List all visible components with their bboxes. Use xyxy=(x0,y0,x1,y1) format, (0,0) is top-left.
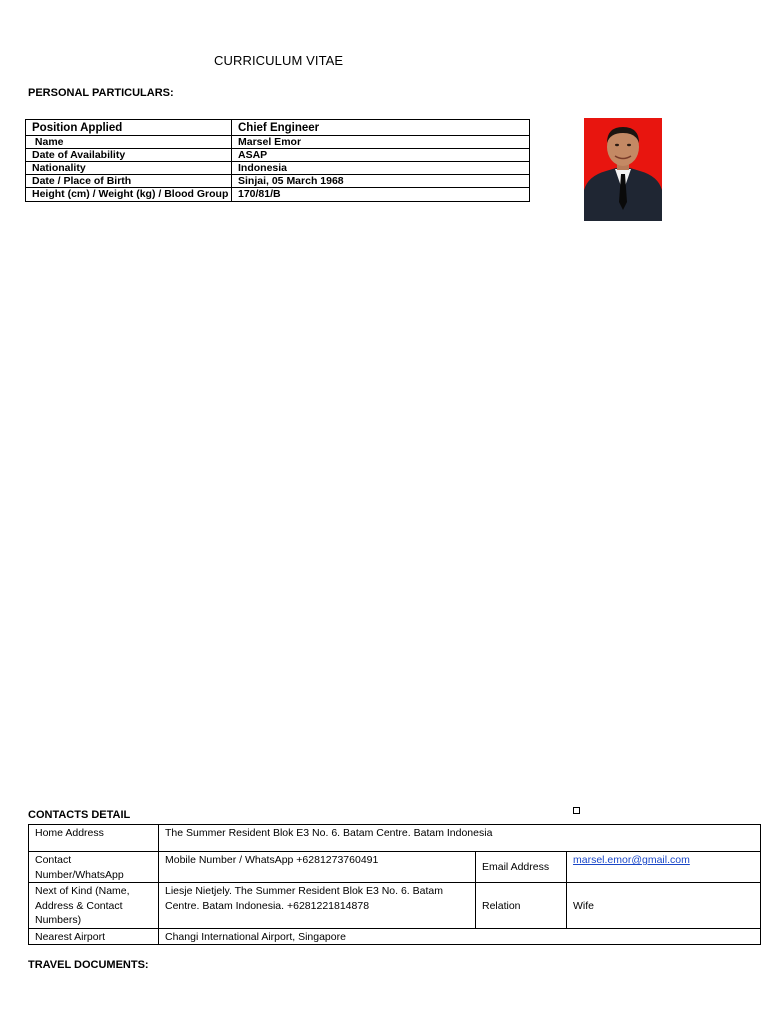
anchor-marker xyxy=(573,807,580,814)
contacts-table xyxy=(28,824,761,945)
name-value: Marsel Emor xyxy=(232,136,530,149)
profile-photo xyxy=(584,118,662,221)
position-applied-value: Chief Engineer xyxy=(232,120,530,136)
position-applied-label: Position Applied xyxy=(26,120,232,136)
availability-label: Date of Availability xyxy=(26,149,232,162)
table-row xyxy=(26,136,530,149)
nearest-airport-label: Nearest Airport xyxy=(29,928,159,945)
birth-label: Date / Place of Birth xyxy=(26,175,232,188)
birth-value: Sinjai, 05 March 1968 xyxy=(232,175,530,188)
relation-value: Wife xyxy=(567,883,761,929)
table-row xyxy=(26,149,530,162)
travel-documents-heading: TRAVEL DOCUMENTS: xyxy=(28,959,149,971)
nationality-value: Indonesia xyxy=(232,162,530,175)
email-address-cell xyxy=(567,852,761,883)
document-title: CURRICULUM VITAE xyxy=(214,53,344,68)
table-row xyxy=(29,852,761,883)
table-row xyxy=(26,175,530,188)
table-row xyxy=(26,120,530,136)
next-of-kin-label: Next of Kind (Name, Address & Contact Numbers) xyxy=(29,883,159,929)
nationality-label: Nationality xyxy=(26,162,232,175)
table-row xyxy=(29,883,761,929)
height-weight-blood-value: 170/81/B xyxy=(232,188,530,202)
contact-number-value: Mobile Number / WhatsApp +6281273760491 xyxy=(159,852,476,883)
name-label: Name xyxy=(26,136,232,149)
table-row xyxy=(26,162,530,175)
height-weight-blood-label: Height (cm) / Weight (kg) / Blood Group xyxy=(26,188,232,202)
nearest-airport-value: Changi International Airport, Singapore xyxy=(159,928,761,945)
next-of-kin-value: Liesje Nietjely. The Summer Resident Blok E3 No. 6. Batam Centre. Batam Indonesia. +6281221814878 xyxy=(159,883,476,929)
table-row xyxy=(26,188,530,202)
personal-particulars-table xyxy=(25,119,530,202)
contact-number-label: Contact Number/WhatsApp xyxy=(29,852,159,883)
table-row xyxy=(29,928,761,945)
portrait-image xyxy=(584,118,662,221)
table-row xyxy=(29,825,761,852)
home-address-value: The Summer Resident Blok E3 No. 6. Batam Centre. Batam Indonesia xyxy=(159,825,761,852)
personal-particulars-heading: PERSONAL PARTICULARS: xyxy=(28,87,174,99)
home-address-label: Home Address xyxy=(29,825,159,852)
relation-label: Relation xyxy=(476,883,567,929)
availability-value: ASAP xyxy=(232,149,530,162)
email-address-label: Email Address xyxy=(476,852,567,883)
email-address-link[interactable]: marsel.emor@gmail.com xyxy=(573,854,690,866)
contacts-detail-heading: CONTACTS DETAIL xyxy=(28,809,131,821)
